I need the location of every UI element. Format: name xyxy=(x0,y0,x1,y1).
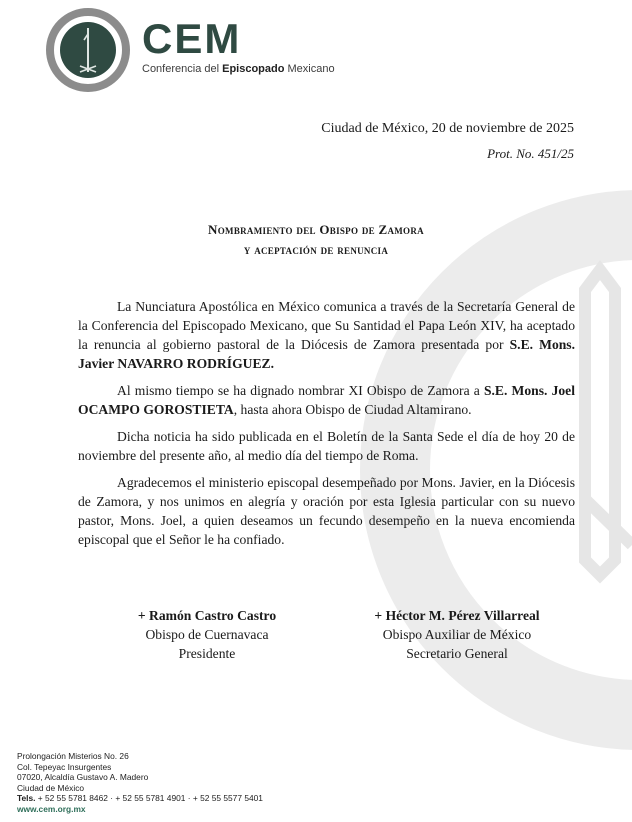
signature-president xyxy=(92,606,322,663)
brand-subtitle: Conferencia del Episcopado Mexicano xyxy=(142,63,335,75)
place-date: Ciudad de México, 20 de noviembre de 2025 xyxy=(321,121,574,136)
signer-role: Obispo Auxiliar de México xyxy=(382,627,532,642)
brand-name: CEM xyxy=(142,15,242,62)
address-line: Prolongación Misterios No. 26 xyxy=(17,751,129,761)
signer-office: Presidente xyxy=(178,646,236,661)
address-line: Ciudad de México xyxy=(17,782,85,793)
signer-role: Obispo de Cuernavaca xyxy=(145,627,269,642)
paragraph-2: Al mismo tiempo se ha dignado nombrar XI Obispo de Zamora a S.E. Mons. Joel OCAMPO GOROSTIETA, hasta ahora Obispo de Ciudad Altamirano. xyxy=(78,383,575,417)
protocol-number: Prot. No. 451/25 xyxy=(487,146,574,161)
document-subtitle: y aceptación de renuncia xyxy=(243,242,389,257)
paragraph-1: La Nunciatura Apostólica en México comunica a través de la Secretaría General de la Conferencia del Episcopado Mexicano, que Su Santidad el Papa León XIV, ha aceptado la renuncia al gobierno pastoral de la Diócesis de Zamora presentada por S.E. Mons. Javier NAVARRO RODRÍGUEZ. xyxy=(78,299,575,371)
document-title: Nombramiento del Obispo de Zamora xyxy=(208,222,424,237)
signature-secretary xyxy=(342,606,572,663)
signer-office: Secretario General xyxy=(406,646,508,661)
paragraph-3: Dicha noticia ha sido publicada en el Boletín de la Santa Sede el día de hoy 20 de noviembre del presente año, al medio día del tiempo de Roma. xyxy=(78,429,575,463)
cem-logo-icon xyxy=(44,6,132,94)
footer-address xyxy=(17,751,263,814)
paragraph-4: Agradecemos el ministerio episcopal desempeñado por Mons. Javier, en la Diócesis de Zamora, y nos unimos en alegría y oración por esta Iglesia particular con su nuevo pastor, Mons. Joel, a quien deseamos un fecundo desempeño en la nueva encomienda episcopal que el Señor le ha confiado. xyxy=(78,475,575,547)
address-line: 07020, Alcaldía Gustavo A. Madero xyxy=(17,772,149,782)
signer-name: + Ramón Castro Castro xyxy=(137,608,277,623)
phone-numbers: Tels. + 52 55 5781 8462 · + 52 55 5781 4901 · + 52 55 5577 5401 xyxy=(17,793,263,803)
signer-name: + Héctor M. Pérez Villarreal xyxy=(374,608,540,623)
letter-body xyxy=(78,297,575,557)
address-line: Col. Tepeyac Insurgentes xyxy=(17,761,112,772)
website-link[interactable]: www.cem.org.mx xyxy=(17,803,86,814)
